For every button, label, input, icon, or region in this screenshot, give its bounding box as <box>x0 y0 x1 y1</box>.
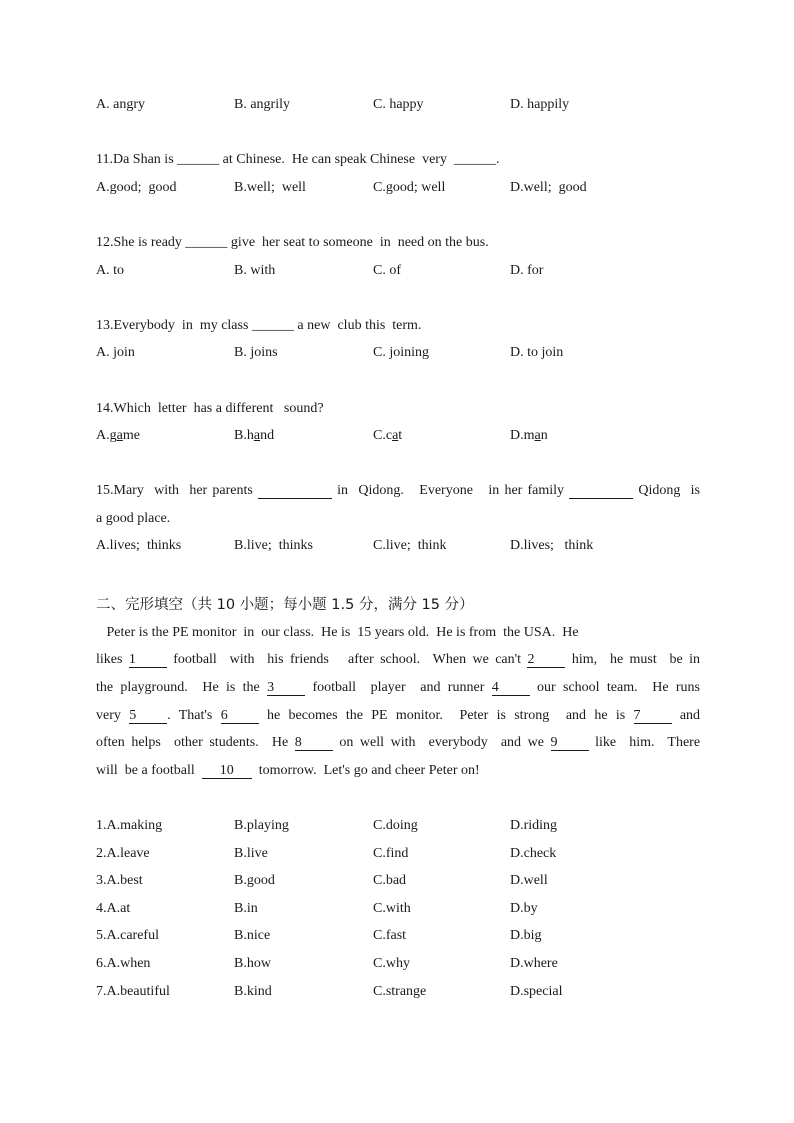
q14-options <box>96 428 700 448</box>
q13-option-d: D. to join <box>510 345 564 360</box>
cloze-options-5 <box>96 928 700 948</box>
cloze-options-2 <box>96 846 700 866</box>
passage-line-4: very 5 . That's 6 he becomes the PE monitor. Peter is strong and he is 7 and <box>96 708 701 723</box>
q15-option-c: C.live; think <box>373 538 447 553</box>
q13-option-c: C. joining <box>373 345 430 360</box>
q10-option-d: D. happily <box>510 97 570 112</box>
cloze-6-option-c: C.why <box>373 956 410 971</box>
q14-option-d: D.man <box>510 428 548 443</box>
cloze-4-option-d: D.by <box>510 901 538 916</box>
cloze-options-7 <box>96 984 700 1004</box>
cloze-7-option-b: B.kind <box>234 984 272 999</box>
cloze-2-option-d: D.check <box>510 846 557 861</box>
q10-option-a: A. angry <box>96 97 145 112</box>
cloze-2-option-a: 2.A.leave <box>96 846 150 861</box>
cloze-6-option-d: D.where <box>510 956 558 971</box>
cloze-options-3 <box>96 873 700 893</box>
cloze-3-option-c: C.bad <box>373 873 407 888</box>
q10-options <box>96 97 700 117</box>
cloze-5-option-d: D.big <box>510 928 542 943</box>
q12-question: 12.She is ready ______ give her seat to someone in need on the bus. <box>96 235 489 250</box>
q15-question-line2: a good place. <box>96 511 171 526</box>
blank-1: 1 <box>129 653 167 668</box>
q11-option-a: A.good; good <box>96 180 177 195</box>
blank-2: 2 <box>527 653 565 668</box>
q12-option-a: A. to <box>96 263 124 278</box>
q13-options <box>96 345 700 365</box>
q11-question: 11.Da Shan is ______ at Chinese. He can speak Chinese very ______. <box>96 152 500 167</box>
cloze-6-option-b: B.how <box>234 956 271 971</box>
cloze-3-option-b: B.good <box>234 873 275 888</box>
q14-option-c: C.cat <box>373 428 403 443</box>
q15-question-line1: 15.Mary with her parents in Qidong. Everyone in her family Qidong is <box>96 483 700 498</box>
passage-line-2: likes 1 football with his friends after school. When we can't 2 him, he must be in <box>96 652 701 667</box>
cloze-1-option-a: 1.A.making <box>96 818 163 833</box>
cloze-6-option-a: 6.A.when <box>96 956 151 971</box>
cloze-3-option-d: D.well <box>510 873 548 888</box>
passage-line-1: Peter is the PE monitor in our class. He is 15 years old. He is from the USA. He <box>96 625 579 640</box>
q14-option-a: A.game <box>96 428 140 443</box>
q12-option-c: C. of <box>373 263 401 278</box>
q15-blank-2 <box>569 484 633 499</box>
cloze-options-4 <box>96 901 700 921</box>
cloze-4-option-c: C.with <box>373 901 411 916</box>
cloze-1-option-c: C.doing <box>373 818 418 833</box>
blank-3: 3 <box>267 681 305 696</box>
blank-10: 10 <box>202 764 252 779</box>
q11-options <box>96 180 700 200</box>
q14-question: 14.Which letter has a different sound? <box>96 401 324 416</box>
cloze-2-option-c: C.find <box>373 846 409 861</box>
q13-option-a: A. join <box>96 345 135 360</box>
cloze-options-6 <box>96 956 700 976</box>
cloze-7-option-c: C.strange <box>373 984 427 999</box>
q12-option-b: B. with <box>234 263 276 278</box>
blank-4: 4 <box>492 681 530 696</box>
q11-option-c: C.good; well <box>373 180 446 195</box>
q15-option-a: A.lives; thinks <box>96 538 182 553</box>
q10-option-c: C. happy <box>373 97 424 112</box>
cloze-4-option-a: 4.A.at <box>96 901 131 916</box>
q13-option-b: B. joins <box>234 345 278 360</box>
q15-option-b: B.live; thinks <box>234 538 313 553</box>
cloze-1-option-d: D.riding <box>510 818 558 833</box>
q11-option-b: B.well; well <box>234 180 306 195</box>
cloze-7-option-d: D.special <box>510 984 563 999</box>
q12-options <box>96 263 700 283</box>
blank-5: 5 <box>129 709 167 724</box>
cloze-options-1 <box>96 818 700 838</box>
q14-option-b: B.hand <box>234 428 275 443</box>
cloze-3-option-a: 3.A.best <box>96 873 143 888</box>
q15-option-d: D.lives; think <box>510 538 594 553</box>
cloze-4-option-b: B.in <box>234 901 258 916</box>
cloze-5-option-c: C.fast <box>373 928 407 943</box>
cloze-5-option-b: B.nice <box>234 928 271 943</box>
section-2-title: 二、完形填空（共 10 小题；每小题 1.5 分，满分 15 分） <box>96 597 474 613</box>
cloze-2-option-b: B.live <box>234 846 268 861</box>
passage-line-5: often helps other students. He 8 on well with everybody and we 9 like him. There <box>96 735 701 750</box>
q12-option-d: D. for <box>510 263 544 278</box>
blank-6: 6 <box>221 709 259 724</box>
q13-question: 13.Everybody in my class ______ a new club this term. <box>96 318 422 333</box>
q15-blank-1 <box>258 484 332 499</box>
blank-9: 9 <box>551 736 589 751</box>
q11-option-d: D.well; good <box>510 180 587 195</box>
cloze-7-option-a: 7.A.beautiful <box>96 984 170 999</box>
q15-options <box>96 538 700 558</box>
passage-line-6: will be a football 10 tomorrow. Let's go and cheer Peter on! <box>96 763 480 778</box>
cloze-1-option-b: B.playing <box>234 818 289 833</box>
blank-7: 7 <box>634 709 672 724</box>
cloze-5-option-a: 5.A.careful <box>96 928 159 943</box>
blank-8: 8 <box>295 736 333 751</box>
passage-line-3: the playground. He is the 3 football player and runner 4 our school team. He runs <box>96 680 701 695</box>
q10-option-b: B. angrily <box>234 97 290 112</box>
